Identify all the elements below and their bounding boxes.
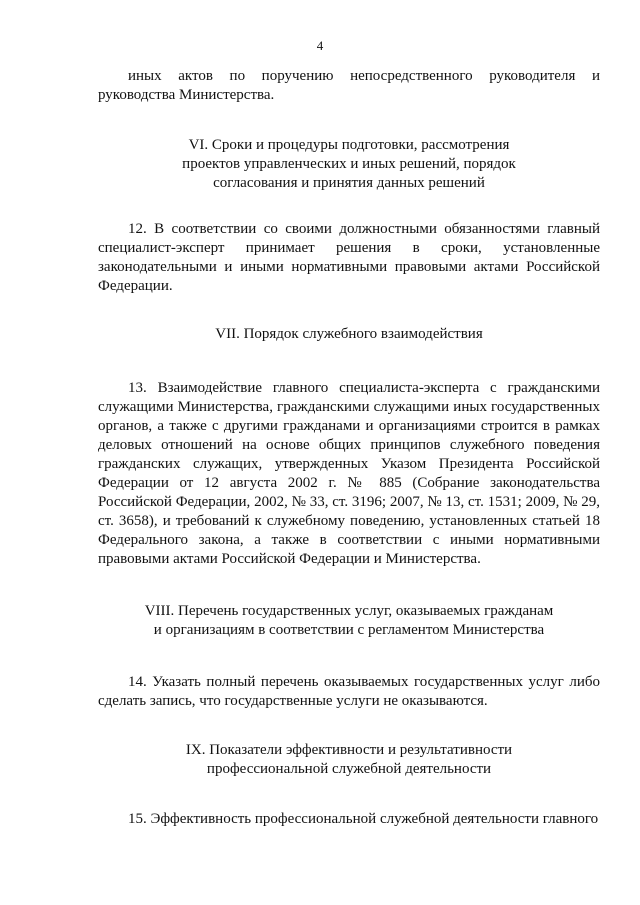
paragraph-12 bbox=[98, 220, 600, 296]
paragraph-text: 14. Указать полный перечень оказываемых государственных услуг либо сделать запись, что государственные услуги не оказываются. bbox=[98, 674, 600, 709]
heading-line: и организациям в соответствии с регламентом Министерства bbox=[153, 622, 545, 638]
heading-line: проектов управленческих и иных решений, порядок bbox=[182, 156, 516, 172]
paragraph-15 bbox=[98, 810, 600, 829]
paragraph-13 bbox=[98, 379, 600, 569]
page-number: 4 bbox=[316, 38, 324, 53]
paragraph-text: 13. Взаимодействие главного специалиста-эксперта с гражданскими служащими Министерства, гражданскими служащими иных государственных органов, а также с другими гражданами и организациями строится в рамках деловых отношений на основе общих принципов служебного поведения гражданских служащих, утвержденных Указом Президента Российской Федерации от 12 августа 2002 г. № 885 (Собрание законодательства Российской Федерации, 2002, № 33, ст. 3196; 2007, № 13, ст. 1531; 2009, № 29, ст. 3658), и требований к служебному поведению, установленных статьей 18 Федерального закона, а также в соответствии с иными нормативными правовыми актами Российской Федерации и Министерства. bbox=[98, 380, 600, 567]
heading-line: IX. Показатели эффективности и результативности bbox=[185, 742, 513, 758]
paragraph-text: 12. В соответствии со своими должностными обязанностями главный специалист-эксперт принимает решения в сроки, установленные законодательными и иными нормативными правовыми актами Российской Федерации. bbox=[98, 221, 600, 294]
heading-line: согласования и принятия данных решений bbox=[213, 175, 485, 191]
section-heading-vii bbox=[98, 325, 600, 344]
section-heading-vi bbox=[98, 136, 600, 193]
heading-line: VIII. Перечень государственных услуг, оказываемых гражданам bbox=[144, 603, 554, 619]
paragraph-14 bbox=[98, 673, 600, 711]
heading-line: VI. Сроки и процедуры подготовки, рассмотрения bbox=[188, 137, 510, 153]
section-heading-ix bbox=[98, 741, 600, 779]
heading-line: профессиональной служебной деятельности bbox=[206, 761, 492, 777]
paragraph-text: 15. Эффективность профессиональной служебной деятельности главного bbox=[128, 811, 599, 827]
paragraph-text: иных актов по поручению непосредственного руководителя и руководства Министерства. bbox=[98, 68, 600, 103]
paragraph-continuation bbox=[98, 67, 600, 105]
heading-line: VII. Порядок служебного взаимодействия bbox=[215, 326, 483, 342]
section-heading-viii bbox=[98, 602, 600, 640]
